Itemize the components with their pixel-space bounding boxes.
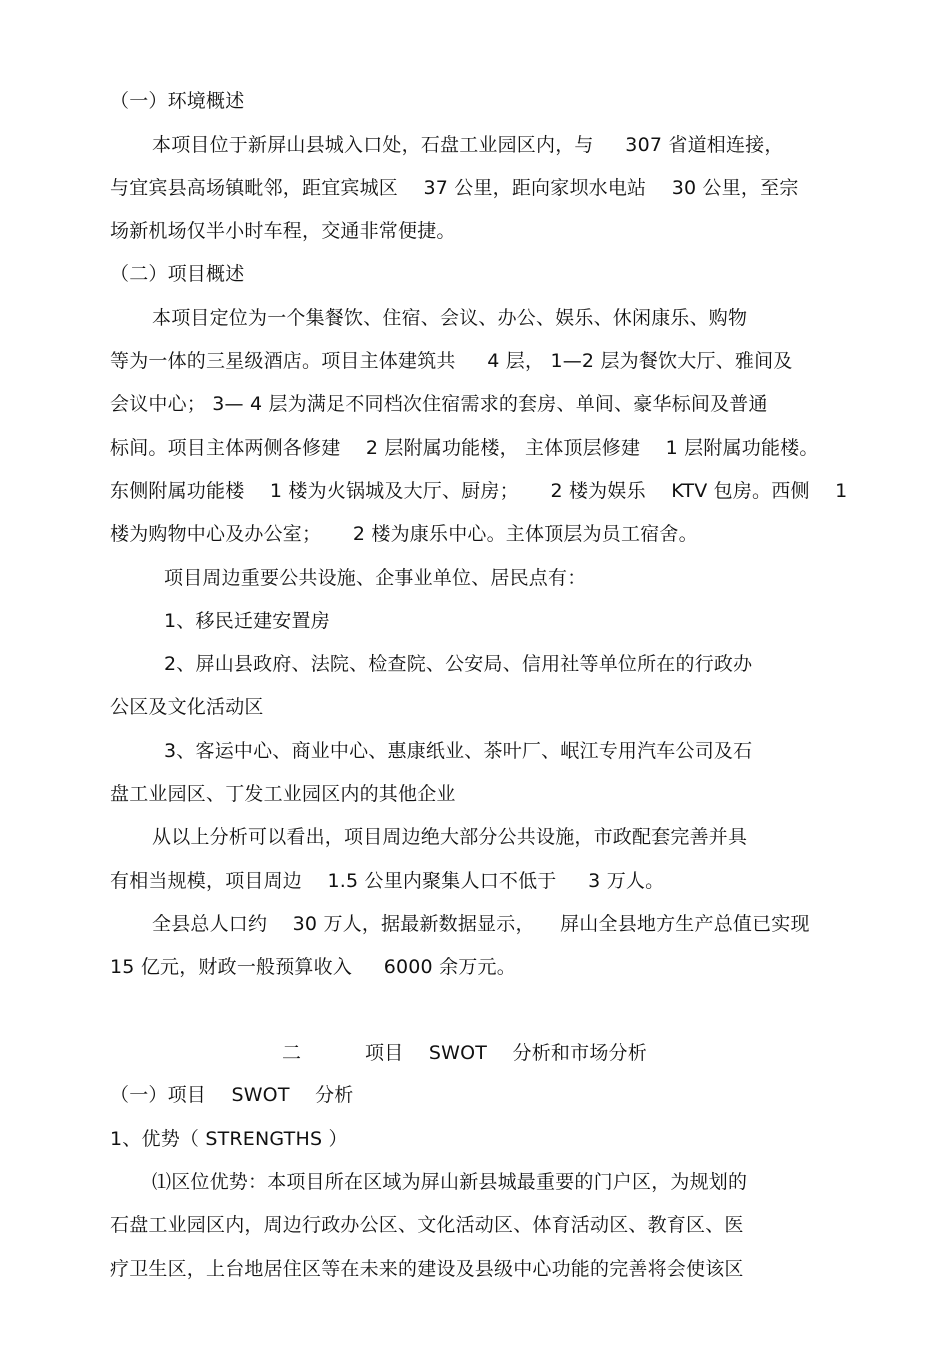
list-item: 2、屏山县政府、法院、检查院、公安局、信用社等单位所在的行政办 (164, 653, 753, 675)
paragraph-line: 场新机场仅半小时车程，交通非常便捷。 (110, 220, 456, 242)
paragraph-line: 疗卫生区，上台地居住区等在未来的建设及县级中心功能的完善将会使该区 (110, 1258, 744, 1280)
list-item: 公区及文化活动区 (110, 696, 264, 718)
paragraph-line: 与宜宾县高场镇毗邻，距宜宾城区 37 公里，距向家坝水电站 30 公里，至宗 (110, 177, 799, 199)
paragraph-line: ⑴区位优势：本项目所在区域为屏山新县城最重要的门户区，为规划的 (152, 1171, 748, 1193)
subsection-heading-strengths: 1、优势（ STRENGTHS ） (110, 1128, 348, 1150)
paragraph-line: 有相当规模，项目周边 1.5 公里内聚集人口不低于 3 万人。 (110, 870, 665, 892)
subsection-heading-swot: （一）项目 SWOT 分析 (110, 1084, 354, 1106)
paragraph-line: 石盘工业园区内，周边行政办公区、文化活动区、体育活动区、教育区、医 (110, 1214, 744, 1236)
section-heading-project: （二）项目概述 (110, 263, 245, 285)
paragraph-line: 从以上分析可以看出，项目周边绝大部分公共设施，市政配套完善并具 (152, 826, 748, 848)
paragraph-line: 标间。项目主体两侧各修建 2 层附属功能楼， 主体顶层修建 1 层附属功能楼。 (110, 437, 819, 459)
paragraph-line: 全县总人口约 30 万人，据最新数据显示， 屏山全县地方生产总值已实现 (152, 913, 810, 935)
paragraph-line: 本项目定位为一个集餐饮、住宿、会议、办公、娱乐、休闲康乐、购物 (152, 307, 748, 329)
paragraph-line: 15 亿元，财政一般预算收入 6000 余万元。 (110, 956, 516, 978)
paragraph-line: 等为一体的三星级酒店。项目主体建筑共 4 层， 1—2 层为餐饮大厅、雅间及 (110, 350, 793, 372)
paragraph-line: 项目周边重要公共设施、企事业单位、居民点有： (164, 567, 587, 589)
paragraph-line: 楼为购物中心及办公室； 2 楼为康乐中心。主体顶层为员工宿舍。 (110, 523, 698, 545)
paragraph-line: 本项目位于新屏山县城入口处，石盘工业园区内，与 307 省道相连接， (152, 134, 784, 156)
paragraph-line: 东侧附属功能楼 1 楼为火锅城及大厅、厨房； 2 楼为娱乐 KTV 包房。西侧 1 (110, 480, 848, 502)
section-title: 二 项目 SWOT 分析和市场分析 (282, 1042, 647, 1064)
list-item: 3、客运中心、商业中心、惠康纸业、茶叶厂、岷江专用汽车公司及石 (164, 740, 753, 762)
section-heading-environment: （一）环境概述 (110, 90, 245, 112)
paragraph-line: 会议中心； 3— 4 层为满足不同档次住宿需求的套房、单间、豪华标间及普通 (110, 393, 768, 415)
list-item: 1、移民迁建安置房 (164, 610, 330, 632)
list-item: 盘工业园区、丁发工业园区内的其他企业 (110, 783, 456, 805)
